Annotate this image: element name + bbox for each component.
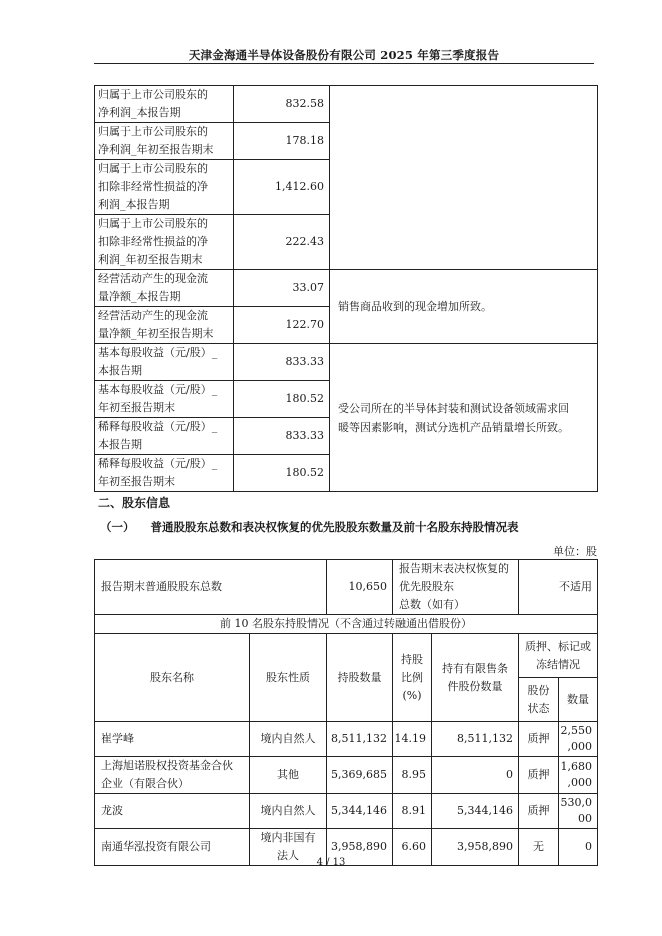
table-header-row <box>95 634 598 678</box>
restricted-shares: 3,958,890 <box>432 829 519 866</box>
subsection-text: 普通股股东总数和表决权恢复的优先股股东数量及前十名股东持股情况表 <box>150 520 519 534</box>
holding-ratio: 6.60 <box>393 829 432 866</box>
subsection-title <box>100 519 519 535</box>
indicator-label: 归属于上市公司股东的 扣除非经常性损益的净 利润_本报告期 <box>95 160 234 215</box>
cash-flow-note: 销售商品收到的现金增加所致。 <box>330 270 598 344</box>
indicator-value: 833.33 <box>234 418 330 455</box>
table-row <box>95 270 598 307</box>
header-divider <box>94 63 594 64</box>
report-header-title: 天津金海通半导体设备股份有限公司 2025 年第三季度报告 <box>188 48 500 62</box>
indicator-value: 180.52 <box>234 455 330 492</box>
holding-ratio: 14.19 <box>393 722 432 757</box>
shareholder-nature: 境内非国有 法人 <box>250 829 327 866</box>
total-shareholders-value: 10,650 <box>327 560 393 615</box>
blank-note-cell <box>330 86 598 270</box>
shareholder-nature: 其他 <box>250 757 327 794</box>
shareholder-name: 南通华泓投资有限公司 <box>95 829 250 866</box>
pledge-status: 质押 <box>519 794 559 829</box>
shares-held: 3,958,890 <box>327 829 393 866</box>
section-title: 二、股东信息 <box>98 496 171 510</box>
shareholder-name: 上海旭诺股权投资基金合伙 企业（有限合伙） <box>95 757 250 794</box>
total-shareholders-label: 报告期末普通股股东总数 <box>95 560 327 615</box>
header-pledge-group: 质押、标记或 冻结情况 <box>519 634 598 678</box>
header-pledge-qty: 数量 <box>559 678 598 722</box>
shares-held: 8,511,132 <box>327 722 393 757</box>
indicator-value: 178.18 <box>234 123 330 160</box>
shareholder-table <box>94 559 598 866</box>
indicator-label: 基本每股收益（元/股）_ 本报告期 <box>95 344 234 381</box>
indicator-label: 基本每股收益（元/股）_ 年初至报告期末 <box>95 381 234 418</box>
indicator-value: 222.43 <box>234 215 330 270</box>
header-shareholder-name: 股东名称 <box>95 634 250 722</box>
pledge-status: 质押 <box>519 722 559 757</box>
indicator-label: 经营活动产生的现金流 量净额_本报告期 <box>95 270 234 307</box>
shares-held: 5,369,685 <box>327 757 393 794</box>
top10-caption: 前 10 名股东持股情况（不含通过转融通出借股份） <box>95 615 598 634</box>
indicator-value: 832.58 <box>234 86 330 123</box>
indicator-label: 归属于上市公司股东的 扣除非经常性损益的净 利润_年初至报告期末 <box>95 215 234 270</box>
indicator-label: 归属于上市公司股东的 净利润_本报告期 <box>95 86 234 123</box>
table-row <box>95 560 598 615</box>
table-row <box>95 794 598 829</box>
table-row <box>95 86 598 123</box>
unit-note: 单位：股 <box>553 545 597 558</box>
table-row <box>95 757 598 794</box>
indicator-label: 归属于上市公司股东的 净利润_年初至报告期末 <box>95 123 234 160</box>
header-shares: 持股数量 <box>327 634 393 722</box>
indicator-value: 833.33 <box>234 344 330 381</box>
pledge-status: 质押 <box>519 757 559 794</box>
shareholder-name: 崔学峰 <box>95 722 250 757</box>
indicator-value: 122.70 <box>234 307 330 344</box>
pledge-status: 无 <box>519 829 559 866</box>
pledge-quantity: 530,0 00 <box>559 794 598 829</box>
shares-held: 5,344,146 <box>327 794 393 829</box>
shareholder-name: 龙波 <box>95 794 250 829</box>
restricted-shares: 8,511,132 <box>432 722 519 757</box>
financial-indicators-table <box>94 85 598 492</box>
header-pledge-status: 股份 状态 <box>519 678 559 722</box>
header-shareholder-nature: 股东性质 <box>250 634 327 722</box>
indicator-label: 经营活动产生的现金流 量净额_年初至报告期末 <box>95 307 234 344</box>
shareholder-nature: 境内自然人 <box>250 794 327 829</box>
header-ratio: 持股 比例 (%) <box>393 634 432 722</box>
header-restricted-shares: 持有有限售条 件股份数量 <box>432 634 519 722</box>
table-row <box>95 722 598 757</box>
preferred-shareholders-label: 报告期末表决权恢复的优先股股东 总数（如有） <box>393 560 519 615</box>
indicator-value: 180.52 <box>234 381 330 418</box>
subsection-number: （一） <box>100 520 135 534</box>
pledge-quantity: 1,680 ,000 <box>559 757 598 794</box>
pledge-quantity: 0 <box>559 829 598 866</box>
restricted-shares: 5,344,146 <box>432 794 519 829</box>
holding-ratio: 8.95 <box>393 757 432 794</box>
shareholder-nature: 境内自然人 <box>250 722 327 757</box>
table-row <box>95 615 598 634</box>
table-row <box>95 344 598 381</box>
page-number: 4 / 13 <box>316 857 346 868</box>
pledge-quantity: 2,550 ,000 <box>559 722 598 757</box>
preferred-shareholders-value: 不适用 <box>519 560 598 615</box>
holding-ratio: 8.91 <box>393 794 432 829</box>
indicator-value: 1,412.60 <box>234 160 330 215</box>
indicator-label: 稀释每股收益（元/股）_ 本报告期 <box>95 418 234 455</box>
indicator-value: 33.07 <box>234 270 330 307</box>
eps-note: 受公司所在的半导体封装和测试设备领域需求回 暖等因素影响，测试分选机产品销量增长所致。 <box>330 344 598 492</box>
indicator-label: 稀释每股收益（元/股）_ 年初至报告期末 <box>95 455 234 492</box>
restricted-shares: 0 <box>432 757 519 794</box>
